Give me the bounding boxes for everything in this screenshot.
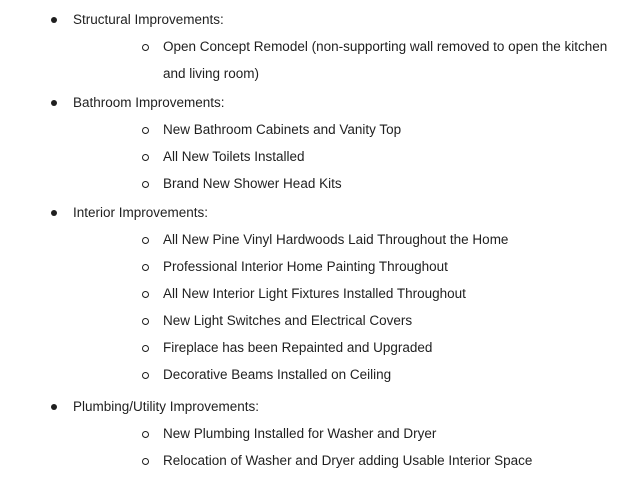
bullet-structural [0, 8, 640, 35]
bullet-dot-icon [51, 404, 57, 410]
list-item-text: Relocation of Washer and Dryer adding Usable Interior Space [163, 453, 533, 468]
section-title: Bathroom Improvements: [73, 95, 225, 110]
list-item [0, 363, 640, 390]
hollow-circle-icon [142, 127, 149, 134]
section-title: Plumbing/Utility Improvements: [73, 399, 260, 414]
hollow-circle-icon [142, 458, 149, 465]
bullet-dot-icon [51, 100, 57, 106]
hollow-circle-icon [142, 372, 149, 379]
hollow-circle-icon [142, 431, 149, 438]
list-item [0, 35, 640, 90]
list-item-text: All New Pine Vinyl Hardwoods Laid Throughout the Home [163, 232, 509, 247]
bullet-interior [0, 201, 640, 228]
hollow-circle-icon [142, 264, 149, 271]
list-item-text: All New Interior Light Fixtures Installed Throughout [163, 286, 466, 301]
list-item-text: New Light Switches and Electrical Covers [163, 313, 413, 328]
list-item-text: New Bathroom Cabinets and Vanity Top [163, 122, 402, 137]
list-item [0, 336, 640, 363]
list-item [0, 145, 640, 172]
bullet-dot-icon [51, 210, 57, 216]
hollow-circle-icon [142, 44, 149, 51]
section-bathroom [0, 91, 640, 199]
list-item-text: Decorative Beams Installed on Ceiling [163, 367, 392, 382]
list-item [0, 255, 640, 282]
section-title: Structural Improvements: [73, 12, 224, 27]
section-structural [0, 8, 640, 90]
list-item [0, 282, 640, 309]
list-item-text: Brand New Shower Head Kits [163, 176, 342, 191]
hollow-circle-icon [142, 345, 149, 352]
hollow-circle-icon [142, 318, 149, 325]
hollow-circle-icon [142, 154, 149, 161]
list-item-text: New Plumbing Installed for Washer and Dryer [163, 426, 437, 441]
list-item [0, 422, 640, 449]
hollow-circle-icon [142, 291, 149, 298]
section-plumbing-utility [0, 395, 640, 476]
bullet-dot-icon [51, 17, 57, 23]
section-title: Interior Improvements: [73, 205, 209, 220]
bullet-plumbing-utility [0, 395, 640, 422]
list-item-text: Fireplace has been Repainted and Upgraded [163, 340, 433, 355]
hollow-circle-icon [142, 181, 149, 188]
list-item [0, 309, 640, 336]
list-item [0, 172, 640, 199]
bullet-bathroom [0, 91, 640, 118]
list-item-text: Professional Interior Home Painting Throughout [163, 259, 448, 274]
section-interior [0, 201, 640, 390]
list-item-text: All New Toilets Installed [163, 149, 305, 164]
list-item [0, 449, 640, 476]
list-item-text: Open Concept Remodel (non-supporting wall removed to open the kitchen [163, 39, 608, 54]
list-item [0, 228, 640, 255]
list-item-text-continued: and living room) [163, 66, 260, 81]
hollow-circle-icon [142, 237, 149, 244]
list-item [0, 118, 640, 145]
